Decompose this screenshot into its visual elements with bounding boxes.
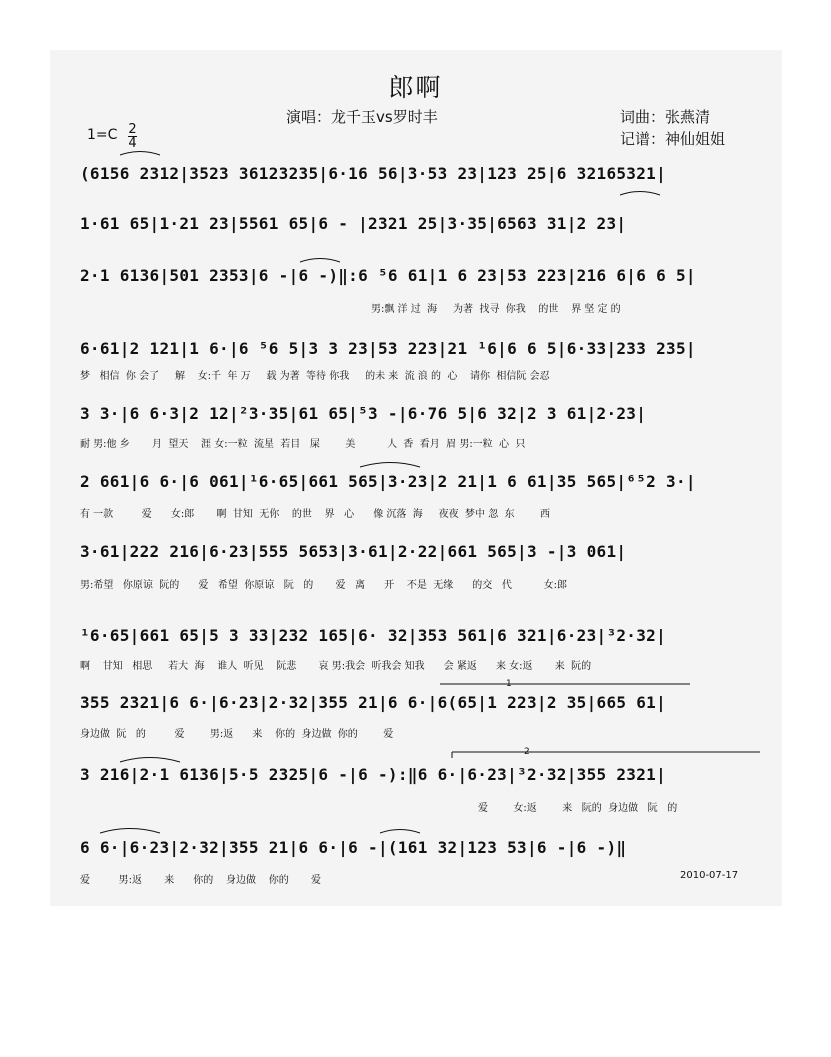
singer-credit: 演唱：龙千玉vs罗时丰 [286, 108, 438, 126]
time-signature-bottom: 4 [128, 136, 137, 151]
time-signature-top: 2 [128, 122, 137, 137]
transcriber-credit: 记谱：神仙姐姐 [620, 130, 726, 148]
lyric-line-9: 爱 男:返 来 你的 身边做 你的 爱 [80, 875, 321, 886]
music-line-1: (6156 2312|3523 36123235|6·16 56|3·53 23|123 25|6 32165321| [80, 164, 667, 183]
lyric-line-6: 啊 甘知 相思 若大 海 谁人 听见 阮悲 哀 男:我会 听我会 知我 会 紧返 来 女:返 来 阮的 [80, 661, 592, 672]
music-line-11: 6 6·|6·23|2·32|355 21|6 6·|6 -|(161 32|123 53|6 -|6 -)‖ [80, 838, 627, 857]
music-line-4: 6·61|2 121|1 6·|6 ⁵6 5|3 3 23|53 223|21 ¹6|6 6 5|6·33|233 235| [80, 339, 696, 358]
lyric-line-1: 男:飘 洋 过 海 为著 找寻 你我 的世 界 坚 定 的 [371, 304, 621, 315]
music-line-2: 1·61 65|1·21 23|5561 65|6 - |2321 25|3·35|6563 31|2 23| [80, 214, 627, 233]
lyric-line-5: 男:希望 你原谅 阮的 爱 希望 你原谅 阮 的 爱 离 开 不是 无缘 的交 代 女:郎 [80, 580, 567, 591]
lyric-line-3: 耐 男:他 乡 月 望天 涯 女:一粒 流星 若目 屎 美 人 香 看月 眉 男:一粒 心 只 [80, 439, 526, 450]
music-line-9: 355 2321|6 6·|6·23|2·32|355 21|6 6·|6(65|1 223|2 35|665 61| [80, 693, 667, 712]
lyric-line-4: 有 一款 爱 女:郎 啊 甘知 无你 的世 界 心 像 沉落 海 夜夜 梦中 忽 东 西 [80, 509, 550, 520]
time-signature [128, 124, 137, 149]
composer-credit: 词曲：张燕清 [620, 108, 711, 126]
music-line-8: ¹6·65|661 65|5 3 33|232 165|6· 32|353 561|6 321|6·23|³2·32| [80, 626, 667, 645]
music-line-7: 3·61|222 216|6·23|555 5653|3·61|2·22|661 565|3 -|3 061| [80, 542, 627, 561]
key-signature: 1=C [87, 127, 118, 143]
lyric-line-7: 身边做 阮 的 爱 男:返 来 你的 身边做 你的 爱 [80, 729, 394, 740]
music-line-3: 2·1 6136|501 2353|6 -|6 -)‖:6 ⁵6 61|1 6 23|53 223|216 6|6 6 5| [80, 266, 696, 285]
transcription-date: 2010-07-17 [680, 870, 739, 881]
volta-number-1: 1 [506, 679, 512, 689]
music-line-10: 3 216|2·1 6136|5·5 2325|6 -|6 -):‖6 6·|6·23|³2·32|355 2321| [80, 765, 667, 784]
lyric-line-2: 梦 相信 你 会了 解 女:千 年 万 载 为著 等待 你我 的未 来 流 浪 的 心 请你 相信阮 会忍 [80, 371, 550, 382]
song-title: 郎啊 [388, 73, 443, 102]
lyric-line-8: 爱 女:返 来 阮的 身边做 阮 的 [478, 803, 678, 814]
volta-number-2: 2 [524, 747, 530, 757]
music-line-6: 2 661|6 6·|6 061|¹6·65|661 565|3·23|2 21|1 6 61|35 565|⁶⁵2 3·| [80, 472, 696, 491]
music-line-5: 3 3·|6 6·3|2 12|²3·35|61 65|⁵3 -|6·76 5|6 32|2 3 61|2·23| [80, 404, 647, 423]
